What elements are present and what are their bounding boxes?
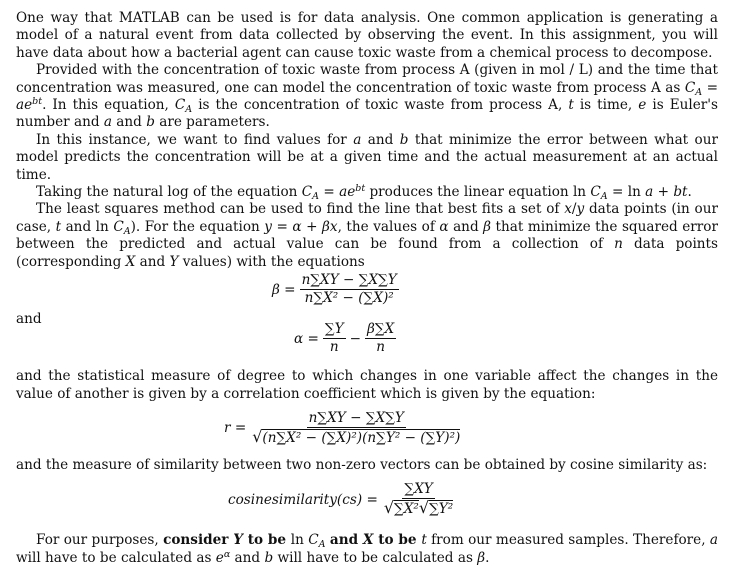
alpha-numerator-1: ∑Y (324, 321, 344, 338)
beta-equation: β = $\frac{n\sum XY - \sum X\sum Y}{\text{n∑X² − (∑X)²}}$ (272, 272, 397, 307)
paragraph-goal: In this instance, we want to find values for a and b that minimize the error between what our model predicts the concentration will be at a given time and the actual measurement at an actual time. (16, 131, 718, 183)
alpha-minus: − (349, 330, 361, 347)
cs-fraction (382, 482, 455, 517)
r-numerator: n∑XY − ∑X∑Y (308, 409, 404, 426)
paragraph-purposes: For our purposes, consider Y to be $\ln C_A$ and X to be t from our measured samples. Therefore, a will have to be calculated as $e^\alpha$ and b will have to be calculated as β. (16, 532, 719, 566)
alpha-equation-row (16, 321, 718, 368)
r-fraction (250, 411, 462, 446)
beta-denominator: n∑X² − (∑X)² (304, 290, 394, 307)
beta-fraction (300, 273, 399, 306)
paragraph-model: Provided with the concentration of toxic waste from process A (given in mol / L) and the time that concentration was measured, one can model the concentration of toxic waste from process A as $C_A = ae^{bt}$. In this equation, $C_A$ is the concentration of toxic waste from process A, t is time, e is Euler's number and a and b are parameters. (16, 62, 719, 131)
beta-numerator: n∑XY − ∑X∑Y (301, 272, 397, 289)
alpha-fraction-1 (323, 322, 346, 355)
alpha-numerator-2: β∑X (366, 321, 395, 338)
r-equation: r = n∑XY − ∑X∑Y √ (n∑X² − (∑X)²)(n∑Y² − (∑Y)²) (224, 409, 461, 446)
cs-equation-row (16, 474, 718, 532)
cs-equation: cosinesimilarity(cs) = ∑XY √ ∑X² √ ∑Y² (228, 481, 454, 518)
paragraph-correlation: and the statistical measure of degree to which changes in one variable affect the changes in the value of another is given by a correlation coefficient which is given by the equation: (16, 368, 718, 402)
alpha-denominator-1: n (329, 339, 339, 356)
and-text: and (16, 311, 42, 328)
alpha-equation: α = $\frac{\sum Y}{n}$ − $\frac{\beta\sum X}{n}$ (294, 321, 395, 356)
paragraph-natural-log: Taking the natural log of the equation $C_A = ae^{bt}$ produces the linear equation $\ln C_A = \ln a$ + bt. (36, 183, 692, 203)
alpha-denominator-2: n (376, 339, 385, 356)
cs-numerator: ∑XY (404, 481, 433, 498)
r-equation-row (16, 403, 718, 457)
paragraph-intro: One way that MATLAB can be used is for data analysis. One common application is generating a model of a natural event from data collected by observing the event. In this assignment, you will have data about how a bacterial agent can cause toxic waste from a chemical process to decompose. (16, 10, 718, 61)
paragraph-least-squares: The least squares method can be used to find the line that best fits a set of x/y data points (in our case, t and $\ln C_A$). For the equation y = α + βx, the values of α and β that minimize the squared error between the predicted and actual value can be found from a collection of n data points (corresponding X and Y values) with the equations (16, 201, 718, 270)
paragraph-cosine: and the measure of similarity between two non-zero vectors can be obtained by cosine similarity as: (16, 456, 708, 473)
r-denominator: √ (n∑X² − (∑X)²)(n∑Y² − (∑Y)²) (252, 426, 461, 446)
cs-denominator: √ ∑X² √ ∑Y² (383, 498, 454, 518)
alpha-fraction-2 (365, 322, 396, 355)
beta-equation-row (16, 271, 718, 311)
